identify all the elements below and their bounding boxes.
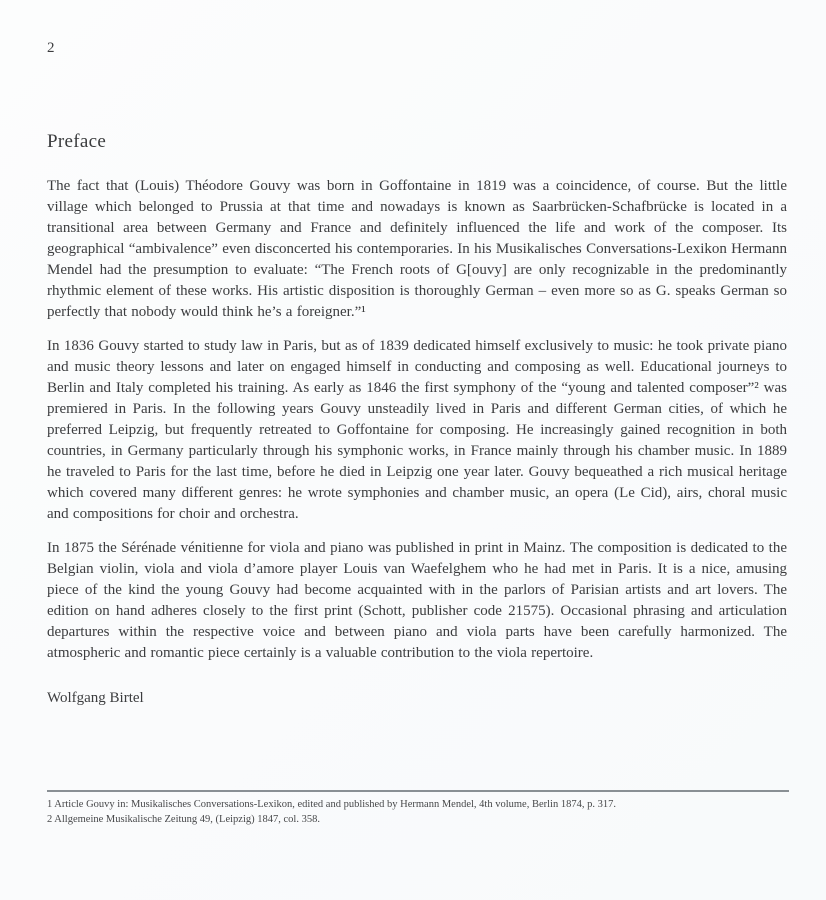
author-signature: Wolfgang Birtel: [47, 690, 144, 706]
footnote-separator-rule: [47, 790, 789, 792]
page-title: Preface: [47, 131, 107, 152]
preface-paragraph-1: The fact that (Louis) Théodore Gouvy was born in Goffontaine in 1819 was a coincidence, of course. But the little village which belonged to Prussia at that time and nowadays is known as Saarbrücken-Schafbrücke is located in a transitional area between Germany and France and definitely influenced the life and work of the composer. Its geographical “ambivalence” even disconcerted his contemporaries. In his Musikalisches Conversations-Lexikon Hermann Mendel had the presumption to evaluate: “The French roots of G[ouvy] are only recognizable in the predominantly rhythmic element of these works. His artistic disposition is thoroughly German – even more so as G. speaks German so perfectly that nobody would think he’s a foreigner.”¹: [47, 178, 787, 320]
footnote-1: 1 Article Gouvy in: Musikalisches Conversations-Lexikon, edited and published by Hermann Mendel, 4th volume, Berlin 1874, p. 317.: [47, 799, 616, 810]
preface-paragraph-3: In 1875 the Sérénade vénitienne for viola and piano was published in print in Mainz. The composition is dedicated to the Belgian violin, viola and viola d’amore player Louis van Waefelghem who he had met in Paris. It is a nice, amusing piece of the kind the young Gouvy had become acquainted with in the parlors of Parisian artists and art lovers. The edition on hand adheres closely to the first print (Schott, publisher code 21575). Occasional phrasing and articulation departures within the respective voice and between piano and viola parts have been carefully harmonized. The atmospheric and romantic piece certainly is a valuable contribution to the viola repertoire.: [47, 540, 787, 661]
footnote-2: 2 Allgemeine Musikalische Zeitung 49, (Leipzig) 1847, col. 358.: [47, 814, 320, 825]
preface-paragraph-2: In 1836 Gouvy started to study law in Paris, but as of 1839 dedicated himself exclusively to music: he took private piano and music theory lessons and later on engaged himself in conducting and composing as well. Educational journeys to Berlin and Italy completed his training. As early as 1846 the first symphony of the “young and talented composer”² was premiered in Paris. In the following years Gouvy unsteadily lived in Paris and different German cities, of which he preferred Leipzig, but frequently retreated to Goffontaine for composing. He increasingly gained recognition in both countries, in Germany particularly through his symphonic works, in France mainly through his chamber music. In 1889 he traveled to Paris for the last time, before he died in Leipzig one year later. Gouvy bequeathed a rich musical heritage which covered many different genres: he wrote symphonies and chamber music, an opera (Le Cid), airs, choral music and compositions for choir and orchestra.: [47, 338, 787, 522]
preface-body: [47, 176, 787, 709]
page-number: 2: [47, 40, 55, 56]
footnotes-section: [47, 790, 789, 827]
